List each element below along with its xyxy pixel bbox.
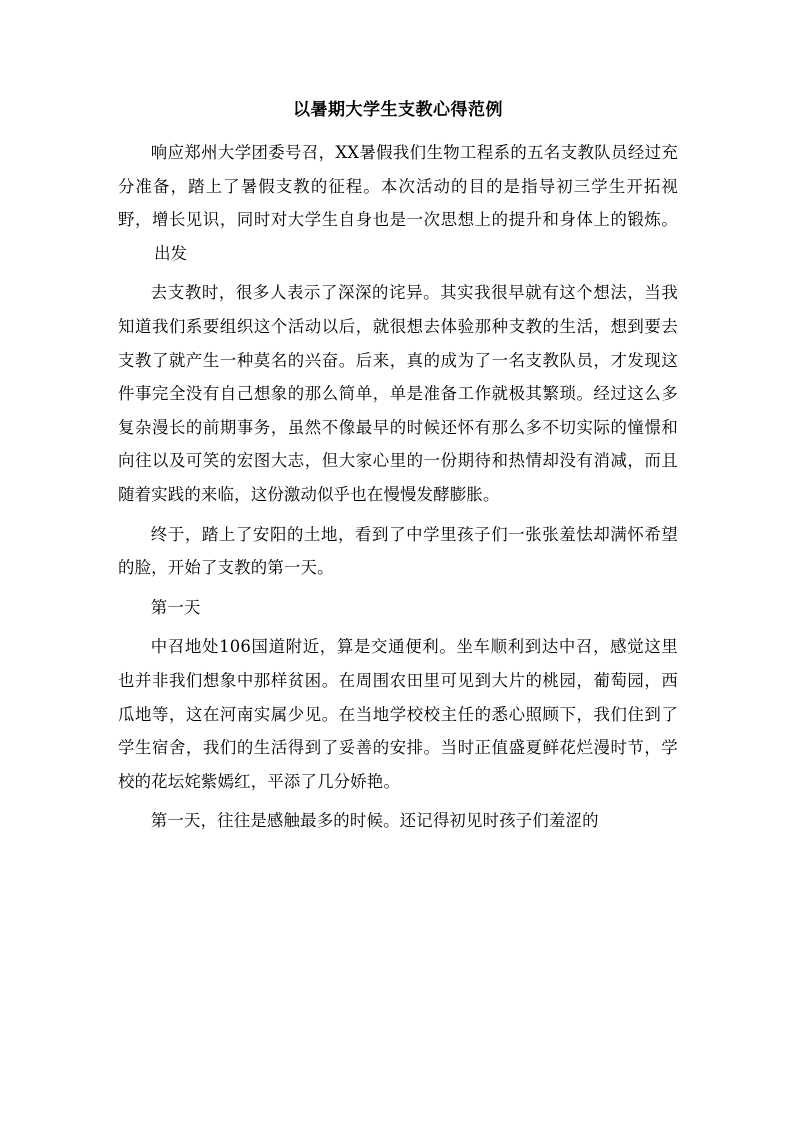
paragraph-first-day: 第一天，往往是感触最多的时候。还记得初见时孩子们羞涩的	[150, 811, 599, 831]
section-heading-day-one: 第一天	[150, 597, 201, 617]
paragraph-intro	[118, 136, 678, 270]
paragraph-arrival: 终于，踏上了安阳的土地，看到了中学里孩子们一张张羞怯却满怀希望的脸，开始了支教的第一天。	[118, 524, 678, 578]
paragraph-zhongzhao: 中召地处106国道附近，算是交通便利。坐车顺利到达中召，感觉这里也并非我们想象中那样贫困。在周围农田里可见到大片的桃园，葡萄园，西瓜地等，这在河南实属少见。在当地学校校主任的悉心照顾下，我们住到了学生宿舍，我们的生活得到了妥善的安排。当时正值盛夏鲜花烂漫时节，学校的花坛姹紫嫣红，平添了几分娇艳。	[118, 637, 678, 791]
document-title: 以暑期大学生支教心得范例	[293, 100, 503, 120]
paragraph-intro-text: 响应郑州大学团委号召，XX暑假我们生物工程系的五名支教队员经过充分准备，踏上了暑假支教的征程。本次活动的目的是指导初三学生开拓视野，增长见识，同时对大学生自身也是一次思想上的提升和身体上的锻炼。	[118, 143, 678, 230]
document-page	[118, 98, 678, 838]
section-heading-departure: 出发	[154, 243, 188, 263]
paragraph-departure: 去支教时，很多人表示了深深的诧异。其实我很早就有这个想法，当我知道我们系要组织这个活动以后，就很想去体验那种支教的生活，想到要去支教了就产生一种莫名的兴奋。后来，真的成为了一名支教队员，才发现这件事完全没有自己想象的那么简单，单是准备工作就极其繁琐。经过这么多复杂漫长的前期事务，虽然不像最早的时候还怀有那么多不切实际的憧憬和向往以及可笑的宏图大志，但大家心里的一份期待和热情却没有消减，而且随着实践的来临，这份激动似乎也在慢慢发酵膨胀。	[118, 283, 678, 504]
